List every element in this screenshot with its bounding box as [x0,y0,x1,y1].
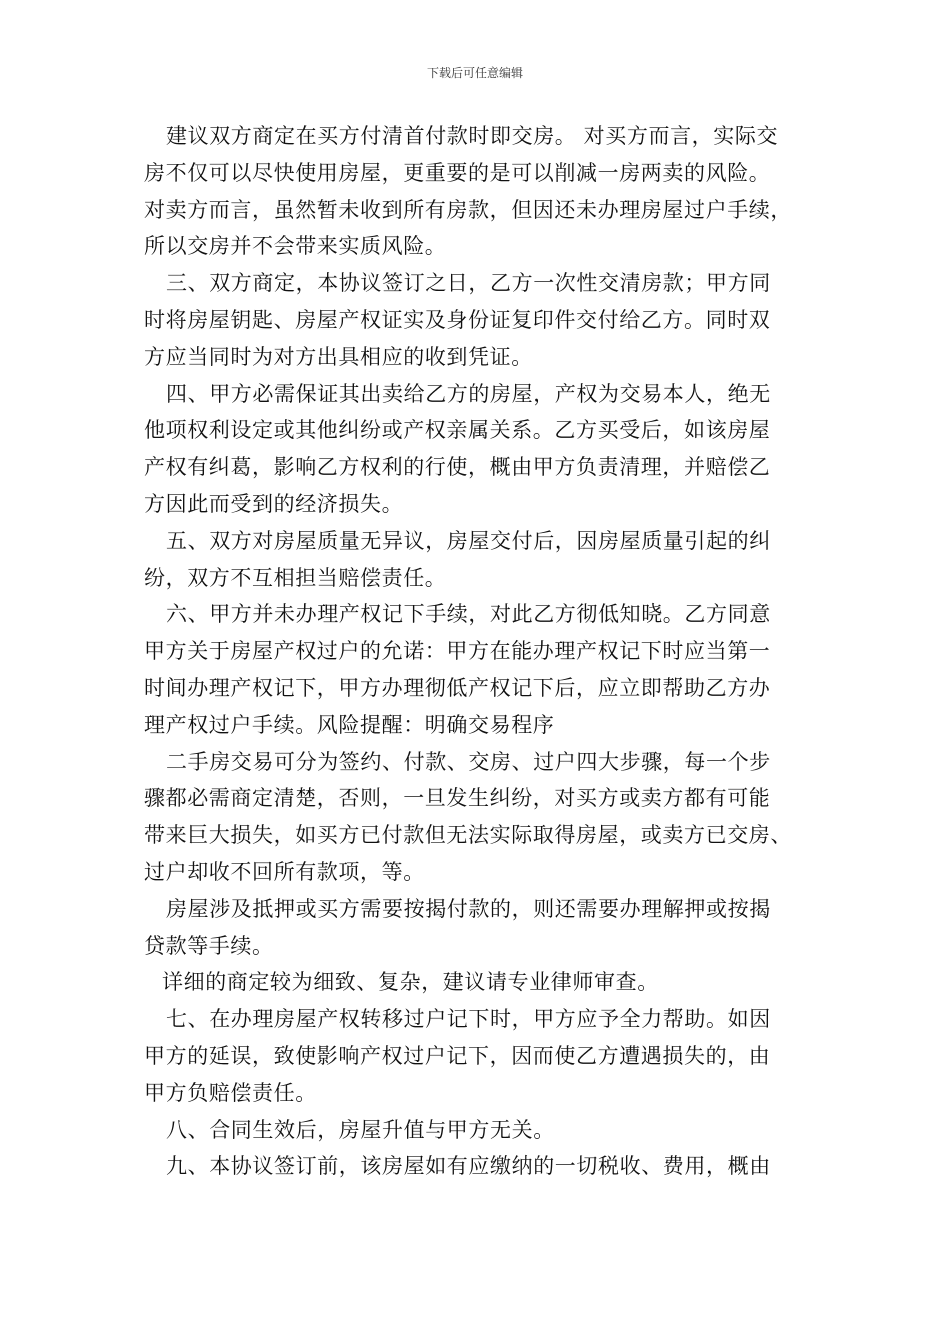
text-line: 八、合同生效后，房屋升值与甲方无关。 [166,1117,555,1142]
text-line: 时将房屋钥匙、房屋产权证实及身份证复印件交付给乙方。同时双 [144,307,771,332]
text-line: 贷款等手续。 [144,933,274,958]
text-line: 骤都必需商定清楚，否则，一旦发生纠纷，对买方或卖方都有可能 [144,786,771,811]
text-line: 带来巨大损失，如买方已付款但无法实际取得房屋，或卖方已交房、 [144,823,792,848]
text-line: 甲方的延误，致使影响产权过户记下，因而使乙方遭遇损失的，由 [144,1043,771,1068]
text-line: 甲方关于房屋产权过户的允诺：甲方在能办理产权记下时应当第一 [144,639,771,664]
text-line: 产权有纠葛，影响乙方权利的行使，概由甲方负责清理，并赔偿乙 [144,455,771,480]
text-line: 详细的商定较为细致、复杂，建议请专业律师审查。 [162,970,659,995]
text-line: 方应当同时为对方出具相应的收到凭证。 [144,344,533,369]
text-line: 甲方负赔偿责任。 [144,1080,317,1105]
text-line: 房屋涉及抵押或买方需要按揭付款的，则还需要办理解押或按揭 [166,896,771,921]
text-line: 九、本协议签订前，该房屋如有应缴纳的一切税收、费用，概由 [166,1154,771,1179]
text-line: 所以交房并不会带来实质风险。 [144,234,447,259]
text-line: 方因此而受到的经济损失。 [144,491,404,516]
text-line: 理产权过户手续。风险提醒：明确交易程序 [144,712,555,737]
text-line: 五、双方对房屋质量无异议，房屋交付后，因房屋质量引起的纠 [166,528,771,553]
page-header: 下载后可任意编辑 [426,66,523,80]
text-line: 时间办理产权记下，甲方办理彻低产权记下后，应立即帮助乙方办 [144,675,771,700]
text-line: 过户却收不回所有款项，等。 [144,859,425,884]
text-line: 四、甲方必需保证其出卖给乙方的房屋，产权为交易本人，绝无 [166,381,771,406]
text-line: 纷，双方不互相担当赔偿责任。 [144,565,447,590]
text-line: 对卖方而言，虽然暂未收到所有房款，但因还未办理房屋过户手续， [144,197,792,222]
text-line: 他项权利设定或其他纠纷或产权亲属关系。乙方买受后，如该房屋 [144,418,771,443]
document-body [144,118,824,1185]
text-line: 六、甲方并未办理产权记下手续，对此乙方彻低知晓。乙方同意 [166,602,771,627]
text-line: 建议双方商定在买方付清首付款时即交房。 对买方而言，实际交 [166,124,779,148]
text-line: 三、双方商定，本协议签订之日，乙方一次性交清房款；甲方同 [166,271,771,296]
text-line: 二手房交易可分为签约、付款、交房、过户四大步骤，每一个步 [166,749,771,774]
text-line: 七、在办理房屋产权转移过户记下时，甲方应予全力帮助。如因 [166,1007,771,1032]
text-line: 房不仅可以尽快使用房屋，更重要的是可以削减一房两卖的风险。 [144,160,771,185]
